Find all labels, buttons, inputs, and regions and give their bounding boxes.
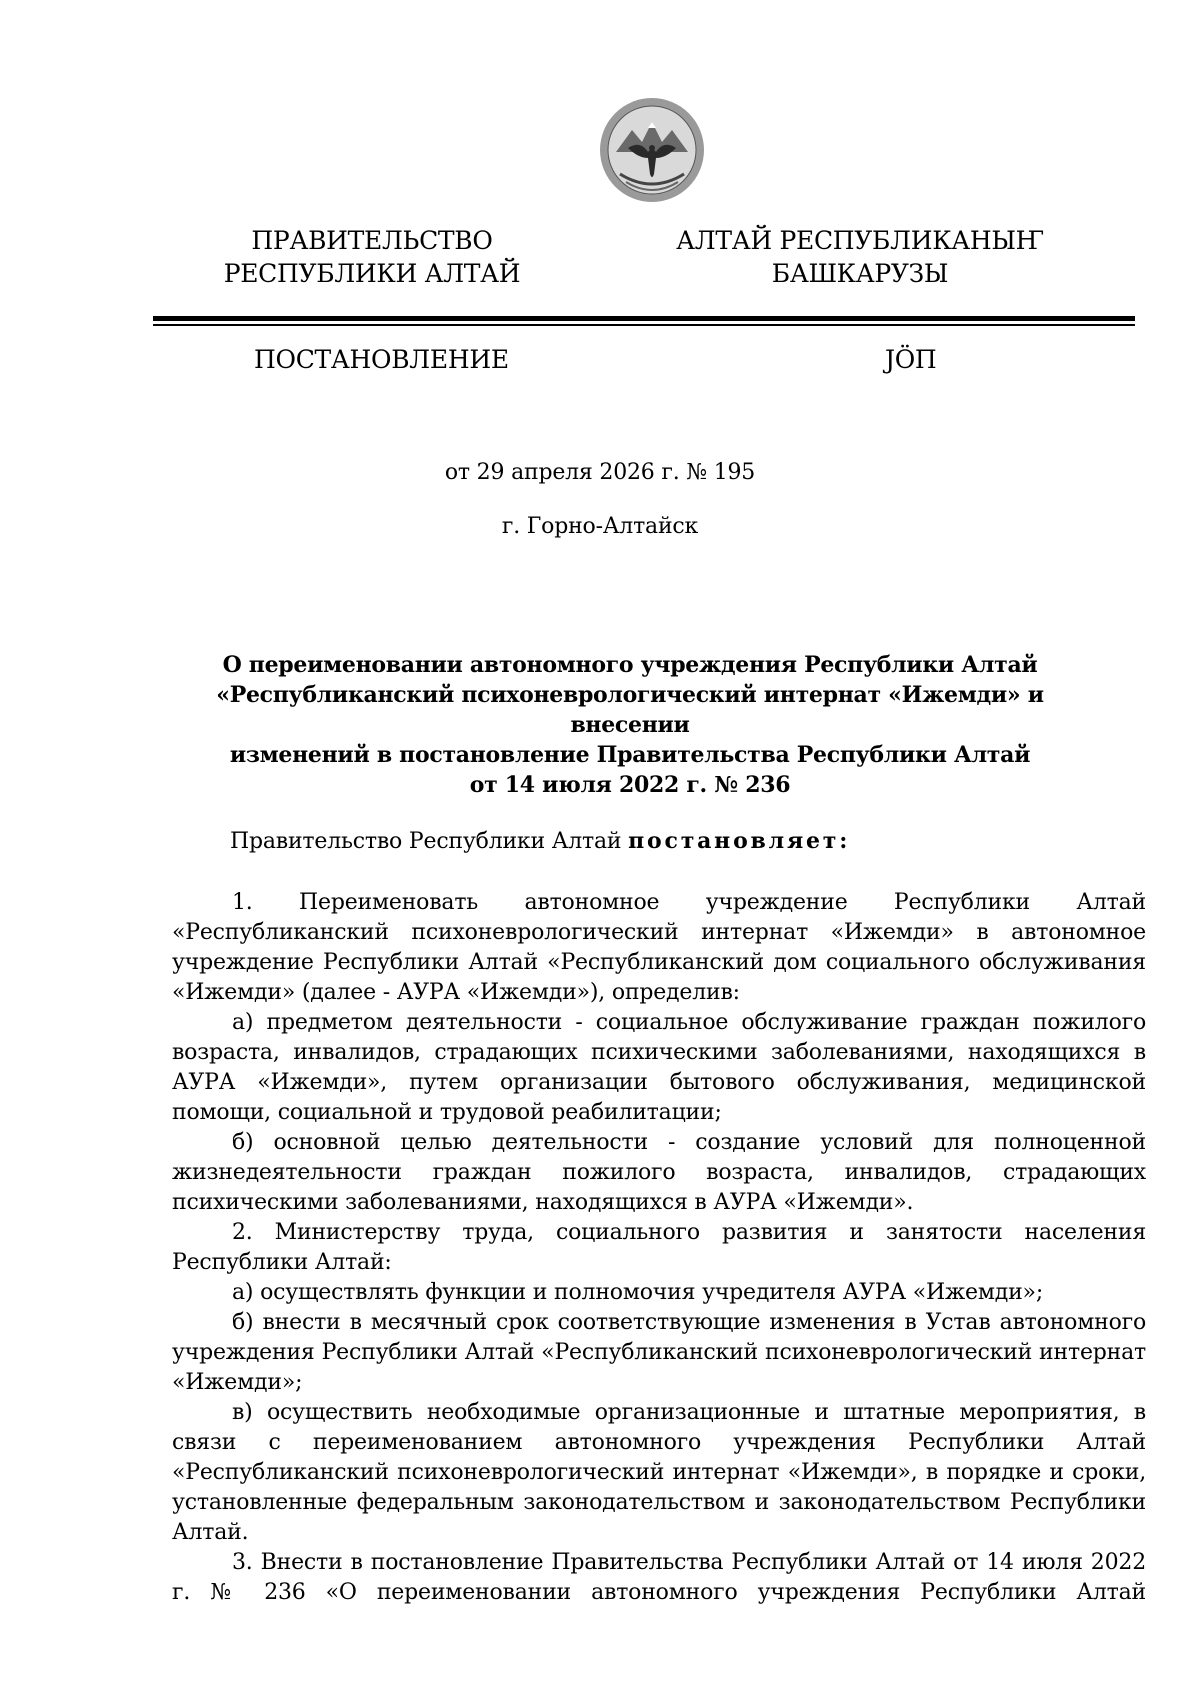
header-right-line2: БАШКАРУЗЫ [771,259,949,288]
paragraph: а) осуществлять функции и полномочия учредителя АУРА «Ижемди»; [232,1280,1044,1305]
header-left-line1: ПРАВИТЕЛЬСТВО [251,226,493,255]
title-line: изменений в постановление Правительства Республики Алтай [229,742,1031,768]
header-right-line1: АЛТАЙ РЕСПУБЛИКАНЫҤ [676,226,1044,255]
paragraph: 1. Переименовать автономное учреждение Республики Алтай «Республиканский психоневрологический интернат «Ижемди» в автономное учреждение Республики Алтай «Республиканский дом социального обслуживания «Ижемди» (далее - АУРА «Ижемди»), определив: [172,890,1146,1005]
doc-type-right: JÖП [885,345,937,374]
header-left-line2: РЕСПУБЛИКИ АЛТАЙ [223,259,521,288]
paragraph: б) основной целью деятельности - создание условий для полноценной жизнедеятельности граждан пожилого возраста, инвалидов, страдающих психическими заболеваниями, находящихся в АУРА «Ижемди». [172,1130,1146,1215]
title-line: О переименовании автономного учреждения Республики Алтай [222,652,1038,678]
city: г. Горно-Алтайск [501,514,699,539]
document-title [170,650,1090,800]
document-body [172,888,1146,1608]
paragraph: в) осуществить необходимые организационные и штатные мероприятия, в связи с переименованием автономного учреждения Республики Алтай «Республиканский психоневрологический интернат «Ижемди», в порядке и сроки, установленные федеральным законодательством и законодательством Республики Алтай. [172,1400,1146,1545]
header-left [162,224,582,290]
header-divider-thick [153,316,1135,321]
preamble [230,826,850,857]
header-right [640,224,1080,290]
republic-altai-emblem-icon [598,96,706,204]
doc-type-left: ПОСТАНОВЛЕНИЕ [254,345,509,374]
date-number: от 29 апреля 2026 г. № 195 [444,460,756,485]
paragraph: а) предметом деятельности - социальное обслуживание граждан пожилого возраста, инвалидов, страдающих психическими заболеваниями, находящихся в АУРА «Ижемди», путем организации бытового обслуживания, медицинской помощи, социальной и трудовой реабилитации; [172,1010,1146,1125]
preamble-decree-word: постановляет: [628,828,851,854]
title-line: от 14 июля 2022 г. № 236 [469,772,791,798]
title-line: «Республиканский психоневрологический интернат «Ижемди» и внесении [216,682,1044,738]
paragraph: б) внести в месячный срок соответствующие изменения в Устав автономного учреждения Республики Алтай «Республиканский психоневрологический интернат «Ижемди»; [172,1310,1146,1395]
header-divider-thin [153,324,1135,326]
paragraph: 3. Внести в постановление Правительства Республики Алтай от 14 июля 2022 г. № 236 «О переименовании автономного учреждения Республики Алтай [172,1550,1146,1605]
paragraph: 2. Министерству труда, социального развития и занятости населения Республики Алтай: [172,1220,1146,1275]
preamble-text: Правительство Республики Алтай [230,829,629,854]
